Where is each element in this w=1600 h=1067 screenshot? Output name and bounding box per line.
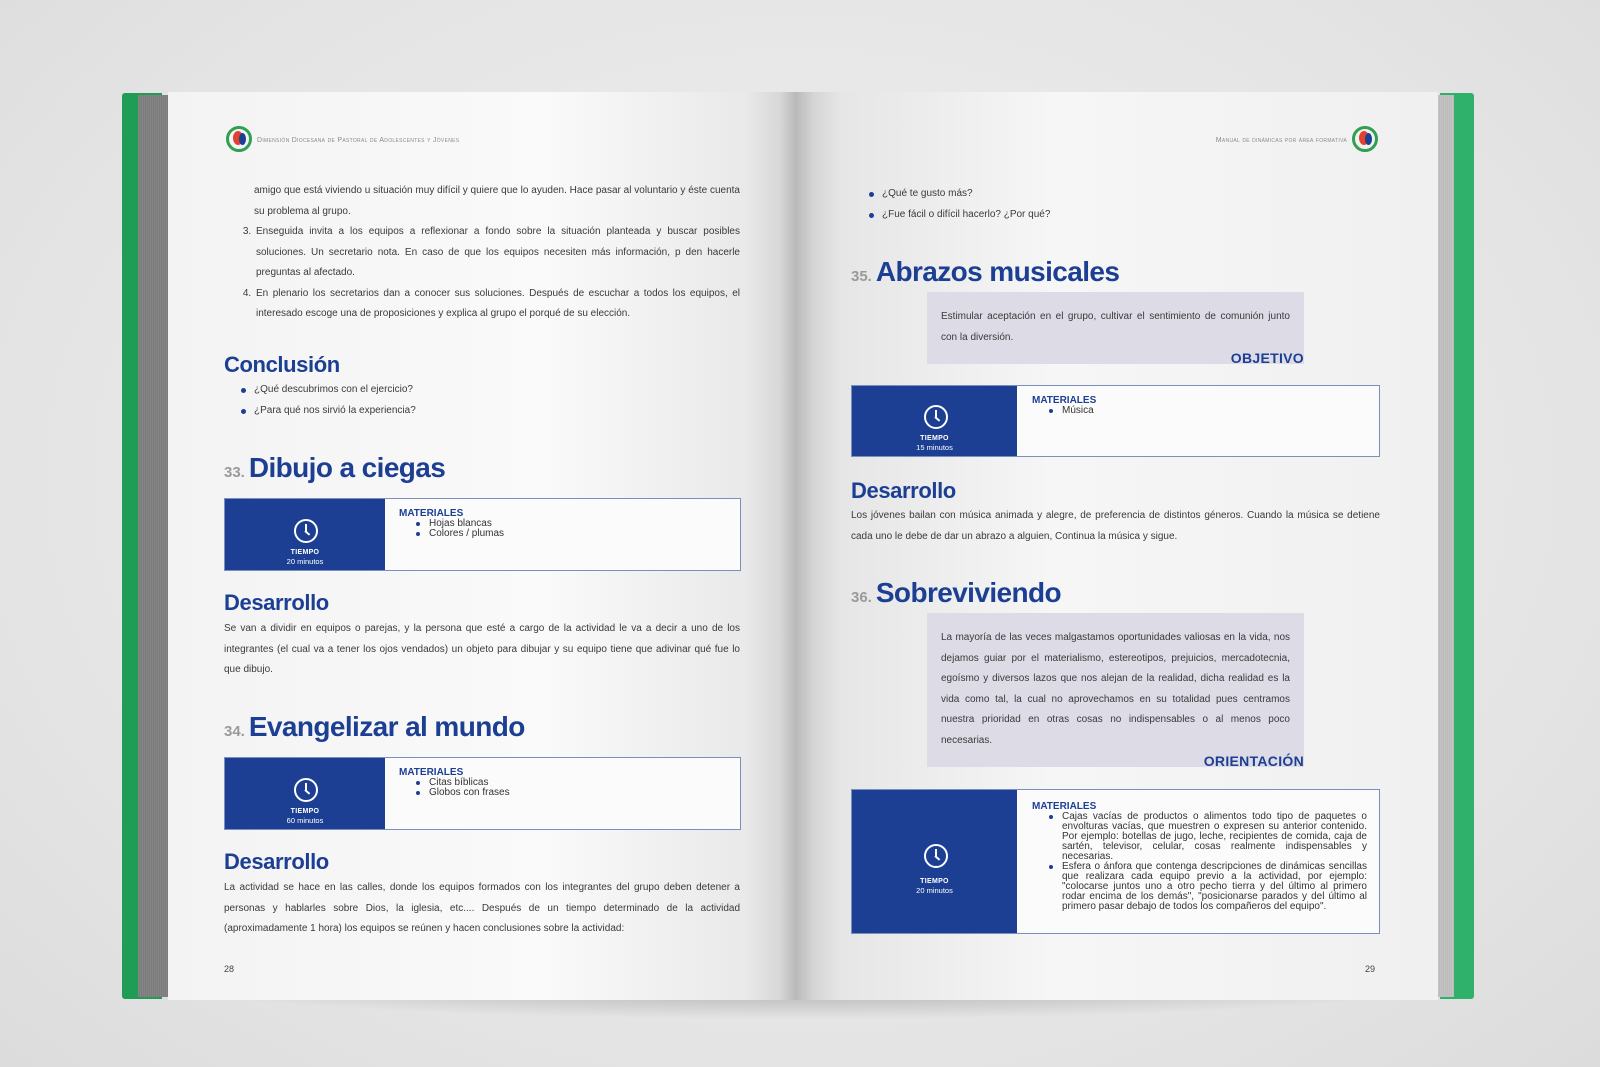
info-box-35 [851,385,1380,457]
section-number: 35. [851,268,872,285]
materials-label: MATERIALES [399,508,464,519]
steps-list [224,222,740,325]
list-item: Música [1062,406,1367,416]
section-36-title [851,577,1061,609]
list-item: Colores / plumas [429,529,728,539]
list-item: ¿Qué descubrimos con el ejercicio? [254,380,734,401]
list-item: Esfera o ánfora que contenga descripciones de dinámicas sencillas que realizara cada equipo previo a la actividad, por ejemplo: "colocarse juntos uno a otro pecho tierra y del último al primero rodar encima de los demás", "posicionarse parados y del último al primero pasar debajo de todos los compañeros del equipo". [1062,861,1367,912]
objective-label: OBJETIVO [1230,350,1304,366]
materials-block [399,509,728,539]
conclusion-list [226,380,734,421]
page-number-left: 28 [224,964,235,974]
page-edges-right [1436,95,1454,997]
list-item: 4. En plenario los secretarios dan a conocer sus soluciones. Después de escuchar a todos los equipos, el interesado escoge una de proposiciones y explica al grupo el porqué de su elección. [254,284,740,325]
time-block [225,758,385,829]
list-item: Hojas blancas [429,519,728,529]
conclusion-title: Conclusión [224,352,340,377]
list-item: Citas bíblicas [429,778,728,788]
development-title: Desarrollo [851,478,956,503]
materials-block [1032,802,1367,912]
section-title-text: Dibujo a ciegas [248,452,446,483]
diocese-logo-icon [1352,126,1378,152]
left-header: Dimensión Diocesana de Pastoral de Adolescentes y Jóvenes [257,137,460,144]
right-header: Manual de dinámicas por área formativa [1215,137,1347,144]
orientation-panel [927,613,1304,767]
section-title-text: Evangelizar al mundo [248,711,525,742]
section-title-text: Sobreviviendo [875,577,1061,608]
materials-label: MATERIALES [399,767,464,778]
section-number: 33. [224,464,245,481]
list-item: Globos con frases [429,788,728,798]
section-34-title [224,711,525,743]
section-number: 36. [851,589,872,606]
development-text: Se van a dividir en equipos o parejas, y la persona que esté a cargo de la actividad le va a decir a uno de los integrantes (el cual va a tener los ojos vendados) un objeto para dibujar y su equipo tiene que adivinar qué fue lo que dibujo. [224,623,740,675]
development-title: Desarrollo [224,849,329,874]
time-value: 20 minutos [286,557,324,566]
time-value: 60 minutos [286,816,324,825]
list-item: 3. Enseguida invita a los equipos a reflexionar a fondo sobre la situación planteada y buscar posibles soluciones. Un secretario nota. En caso de que los equipos necesiten más información, p den hacerle preguntas al afectado. [254,222,740,284]
time-label: TIEMPO [290,808,320,815]
intro-continuation: amigo que está viviendo u situación muy difícil y quiere que lo ayuden. Hace pasar al voluntario y éste cuenta su problema al grupo. [254,185,740,217]
materials-label: MATERIALES [1032,801,1097,812]
time-label: TIEMPO [290,549,320,556]
time-value: 15 minutos [916,443,953,452]
questions-list [854,184,1362,225]
diocese-logo-icon [226,126,252,152]
section-33-title [224,452,445,484]
objective-text: Estimular aceptación en el grupo, cultivar el sentimiento de comunión junto con la diversión. [941,311,1290,343]
clock-icon [924,844,948,868]
page-edges-left [138,95,170,997]
info-box-34 [224,757,741,830]
time-label: TIEMPO [920,878,949,885]
list-item: Cajas vacías de productos o alimentos todo tipo de paquetes o envolturas vacías, que muestren o expresen su anterior contenido. Por ejemplo: botellas de jugo, leche, recipientes de comida, caja de sartén, televisor, celular, cosas realmente indispensables y necesarias. [1062,811,1367,862]
time-block [225,499,385,570]
section-title-text: Abrazos musicales [875,256,1120,287]
time-label: TIEMPO [920,435,949,442]
materials-block [1032,396,1367,416]
clock-icon [294,778,318,802]
materials-block [399,768,728,798]
info-box-36 [851,789,1380,934]
time-block [852,790,1017,933]
orientation-text: La mayoría de las veces malgastamos oportunidades valiosas en la vida, nos dejamos guiar por el materialismo, estereotipos, prejuicios, mercadotecnia, egoísmo y diversos lazos que nos alejan de la realidad, dicha realidad es la vida como tal, la cual no aprovechamos en su totalidad pues centramos nuestra prioridad en otras cosas no indispensables o al menos poco necesarias. [941,632,1290,746]
list-item: ¿Fue fácil o difícil hacerlo? ¿Por qué? [882,205,1362,226]
time-value: 20 minutos [916,886,953,895]
time-block [852,386,1017,456]
clock-icon [924,405,948,429]
page-number-right: 29 [1365,964,1376,974]
clock-icon [294,519,318,543]
development-title: Desarrollo [224,590,329,615]
materials-label: MATERIALES [1032,395,1097,406]
list-item: ¿Para qué nos sirvió la experiencia? [254,401,734,422]
section-35-title [851,256,1119,288]
orientation-label: ORIENTACIÓN [1203,753,1304,769]
development-text: La actividad se hace en las calles, donde los equipos formados con los integrantes del grupo deben detener a personas y hablarles sobre Dios, la iglesia, etc.... Después de un tiempo determinado de la actividad (aproximadamente 1 hora) los equipos se reúnen y hacen conclusiones sobre la actividad: [224,882,740,934]
info-box-33 [224,498,741,571]
book-gutter [780,92,814,1000]
section-number: 34. [224,723,245,740]
development-text: Los jóvenes bailan con música animada y alegre, de preferencia de distintos géneros. Cuando la música se detiene cada uno le debe de dar un abrazo a alguien, Continua la música y sigue. [851,510,1380,542]
list-item: ¿Qué te gusto más? [882,184,1362,205]
